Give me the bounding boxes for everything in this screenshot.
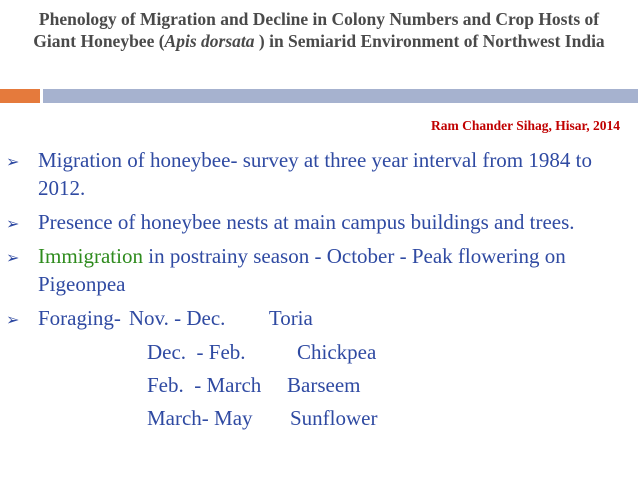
bullet-highlight-text: Immigration <box>38 244 143 268</box>
arrowhead-bullet-icon: ➢ <box>6 214 20 233</box>
bullet-text: Presence of honeybee nests at main campus buildings and trees. <box>38 210 575 234</box>
title-text-2: ) in Semiarid Environment of Northwest India <box>254 31 605 51</box>
foraging-label: Foraging- <box>38 306 121 330</box>
foraging-crop: Chickpea <box>297 340 377 364</box>
bullet-item <box>6 208 626 236</box>
foraging-row <box>38 336 626 369</box>
arrowhead-bullet-icon: ➢ <box>6 152 20 171</box>
foraging-period: Nov. - Dec. <box>128 306 226 330</box>
bullet-item <box>6 146 626 202</box>
foraging-crop: Barseem <box>287 373 361 397</box>
foraging-row <box>38 402 626 435</box>
arrowhead-bullet-icon: ➢ <box>6 248 20 267</box>
bullet-item-foraging <box>6 304 626 435</box>
title-scientific-name: Apis dorsata <box>164 31 255 51</box>
accent-bar-orange <box>0 89 40 103</box>
title-text-1: Phenology of Migration and Decline in Colony Numbers and Crop Hosts of Giant Honeybee ( <box>33 9 600 51</box>
foraging-period: Feb. - March <box>147 373 262 397</box>
foraging-period: Dec. - Feb. <box>147 340 246 364</box>
foraging-row <box>38 369 626 402</box>
slide-title <box>20 8 618 52</box>
bullet-list <box>6 146 626 441</box>
accent-bar-blue <box>43 89 638 103</box>
bullet-item <box>6 242 626 298</box>
bullet-text: Migration of honeybee- survey at three year interval from 1984 to 2012. <box>38 148 592 200</box>
author-credit: Ram Chander Sihag, Hisar, 2014 <box>430 118 620 133</box>
foraging-crop: Toria <box>268 306 313 330</box>
bullet-text: in postrainy season - October - Peak flowering on Pigeonpea <box>38 244 566 296</box>
foraging-period: March- May <box>147 406 253 430</box>
arrowhead-bullet-icon: ➢ <box>6 310 20 329</box>
foraging-crop: Sunflower <box>290 406 378 430</box>
